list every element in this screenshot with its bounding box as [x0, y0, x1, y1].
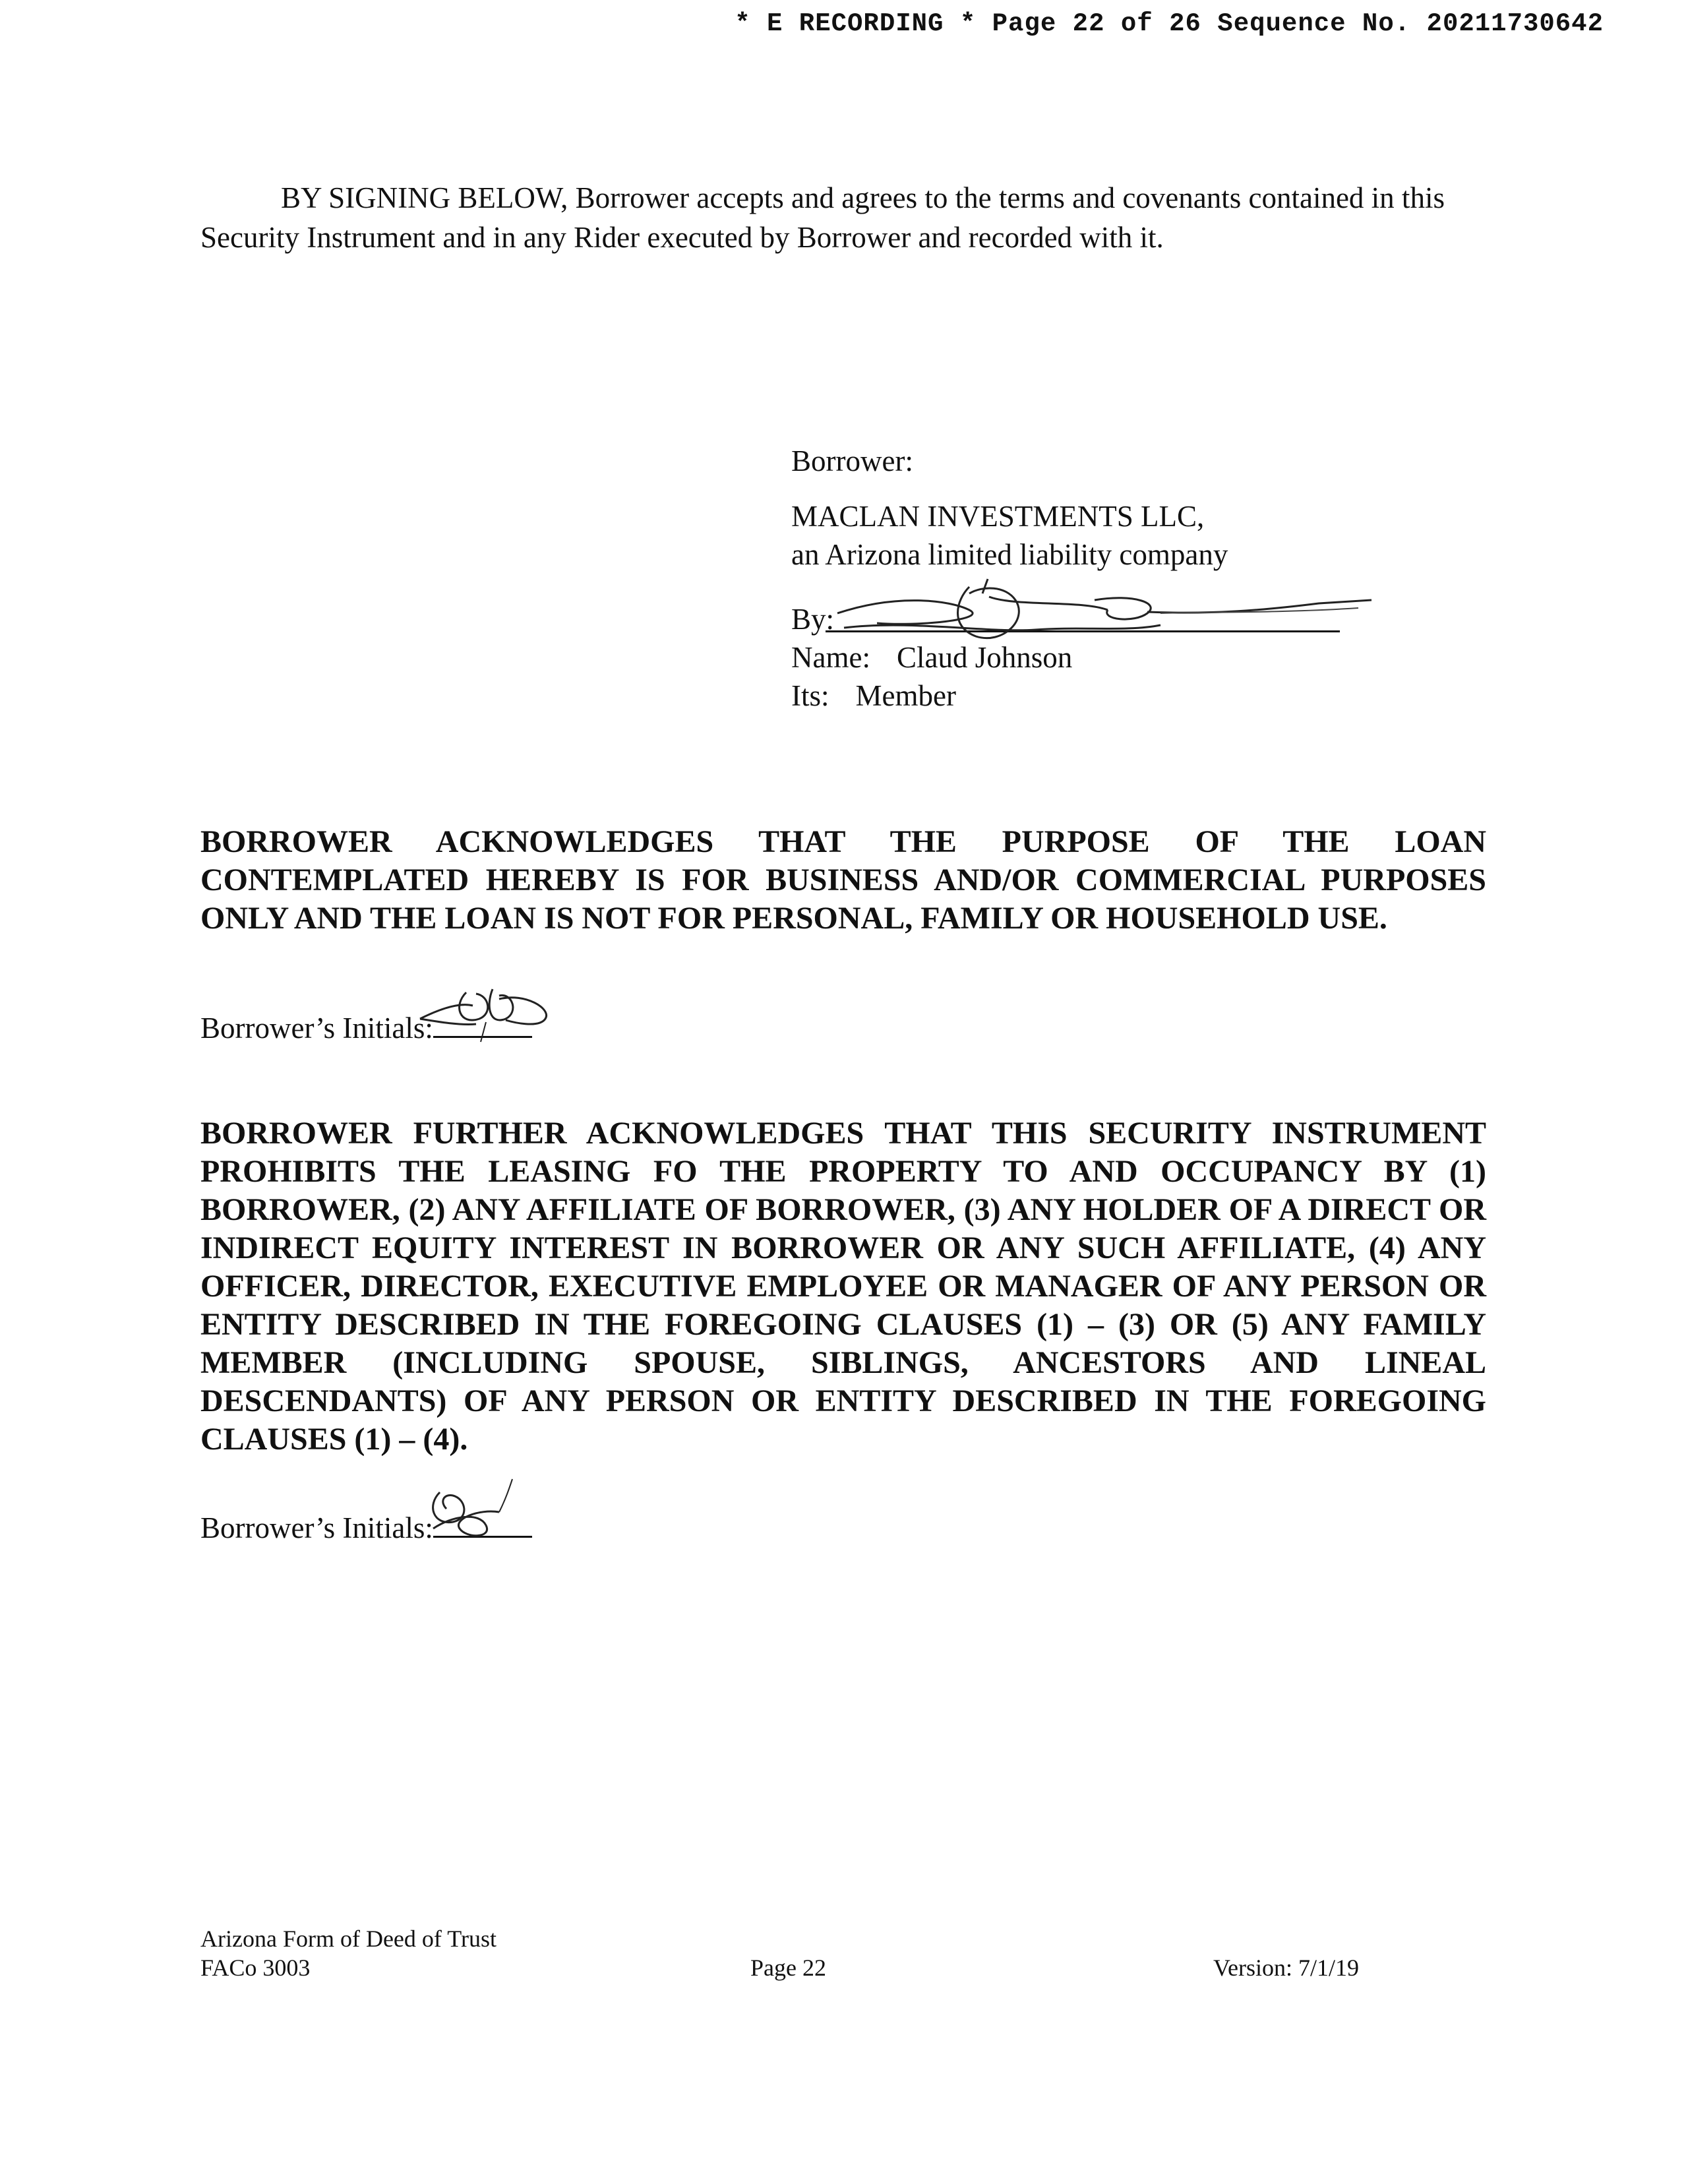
its-field: [791, 677, 1385, 715]
footer-form-info: [200, 1924, 497, 1982]
its-label: Its:: [791, 679, 829, 712]
initials-mark: [413, 973, 558, 1045]
initials-mark: [413, 1472, 545, 1545]
borrower-label: Borrower:: [791, 444, 913, 477]
leasing-prohibition-notice: BORROWER FURTHER ACKNOWLEDGES THAT THIS SECURITY INSTRUMENT PROHIBITS THE LEASING FO THE PROPERTY TO AND OCCUPANCY BY (1) BORROWER, (2) ANY AFFILIATE OF BORROWER, (3) ANY HOLDER OF A DIRECT OR INDIRECT EQUITY INTEREST IN BORROWER OR ANY SUCH AFFILIATE, (4) ANY OFFICER, DIRECTOR, EXECUTIVE EMPLOYEE OR MANAGER OF ANY PERSON OR ENTITY DESCRIBED IN THE FOREGOING CLAUSES (1) – (3) OR (5) ANY FAMILY MEMBER (INCLUDING SPOUSE, SIBLINGS, ANCESTORS AND LINEAL DESCENDANTS) OF ANY PERSON OR ENTITY DESCRIBED IN THE FOREGOING CLAUSES (1) – (4).: [200, 1116, 1486, 1457]
footer-page-number: Page 22: [750, 1955, 826, 1981]
initials-field-2: [200, 1509, 532, 1547]
company-description: an Arizona limited liability company: [791, 538, 1228, 571]
initials-line: [433, 1512, 532, 1538]
initials-label: Borrower’s Initials:: [200, 1511, 433, 1544]
initials-line: [433, 1012, 532, 1038]
spacer: [791, 480, 1385, 497]
form-code: FACo 3003: [200, 1955, 311, 1981]
footer-version: Version: 7/1/19: [1213, 1955, 1359, 1981]
its-value: Member: [855, 679, 956, 712]
form-name: Arizona Form of Deed of Trust: [200, 1926, 497, 1952]
signature-block: [791, 442, 1385, 715]
signature-mark: [818, 574, 1398, 653]
initials-label: Borrower’s Initials:: [200, 1012, 433, 1045]
intro-paragraph: [200, 178, 1486, 257]
recording-header: * E RECORDING * Page 22 of 26 Sequence No. 20211730642: [735, 9, 1604, 38]
by-label: By:: [791, 603, 835, 636]
business-purpose-notice: BORROWER ACKNOWLEDGES THAT THE PURPOSE OF THE LOAN CONTEMPLATED HEREBY IS FOR BUSINESS AND/OR COMMERCIAL PURPOSES ONLY AND THE LOAN IS NOT FOR PERSONAL, FAMILY OR HOUSEHOLD USE.: [200, 824, 1486, 936]
initials-field-1: [200, 1009, 532, 1047]
name-label: Name:: [791, 641, 870, 674]
company-name: MACLAN INVESTMENTS LLC,: [791, 500, 1205, 533]
signature-line-row: [791, 600, 1385, 638]
intro-text: BY SIGNING BELOW, Borrower accepts and agrees to the terms and covenants contained in this Security Instrument and in any Rider executed by Borrower and recorded with it.: [200, 181, 1445, 254]
name-value: Claud Johnson: [896, 641, 1073, 674]
